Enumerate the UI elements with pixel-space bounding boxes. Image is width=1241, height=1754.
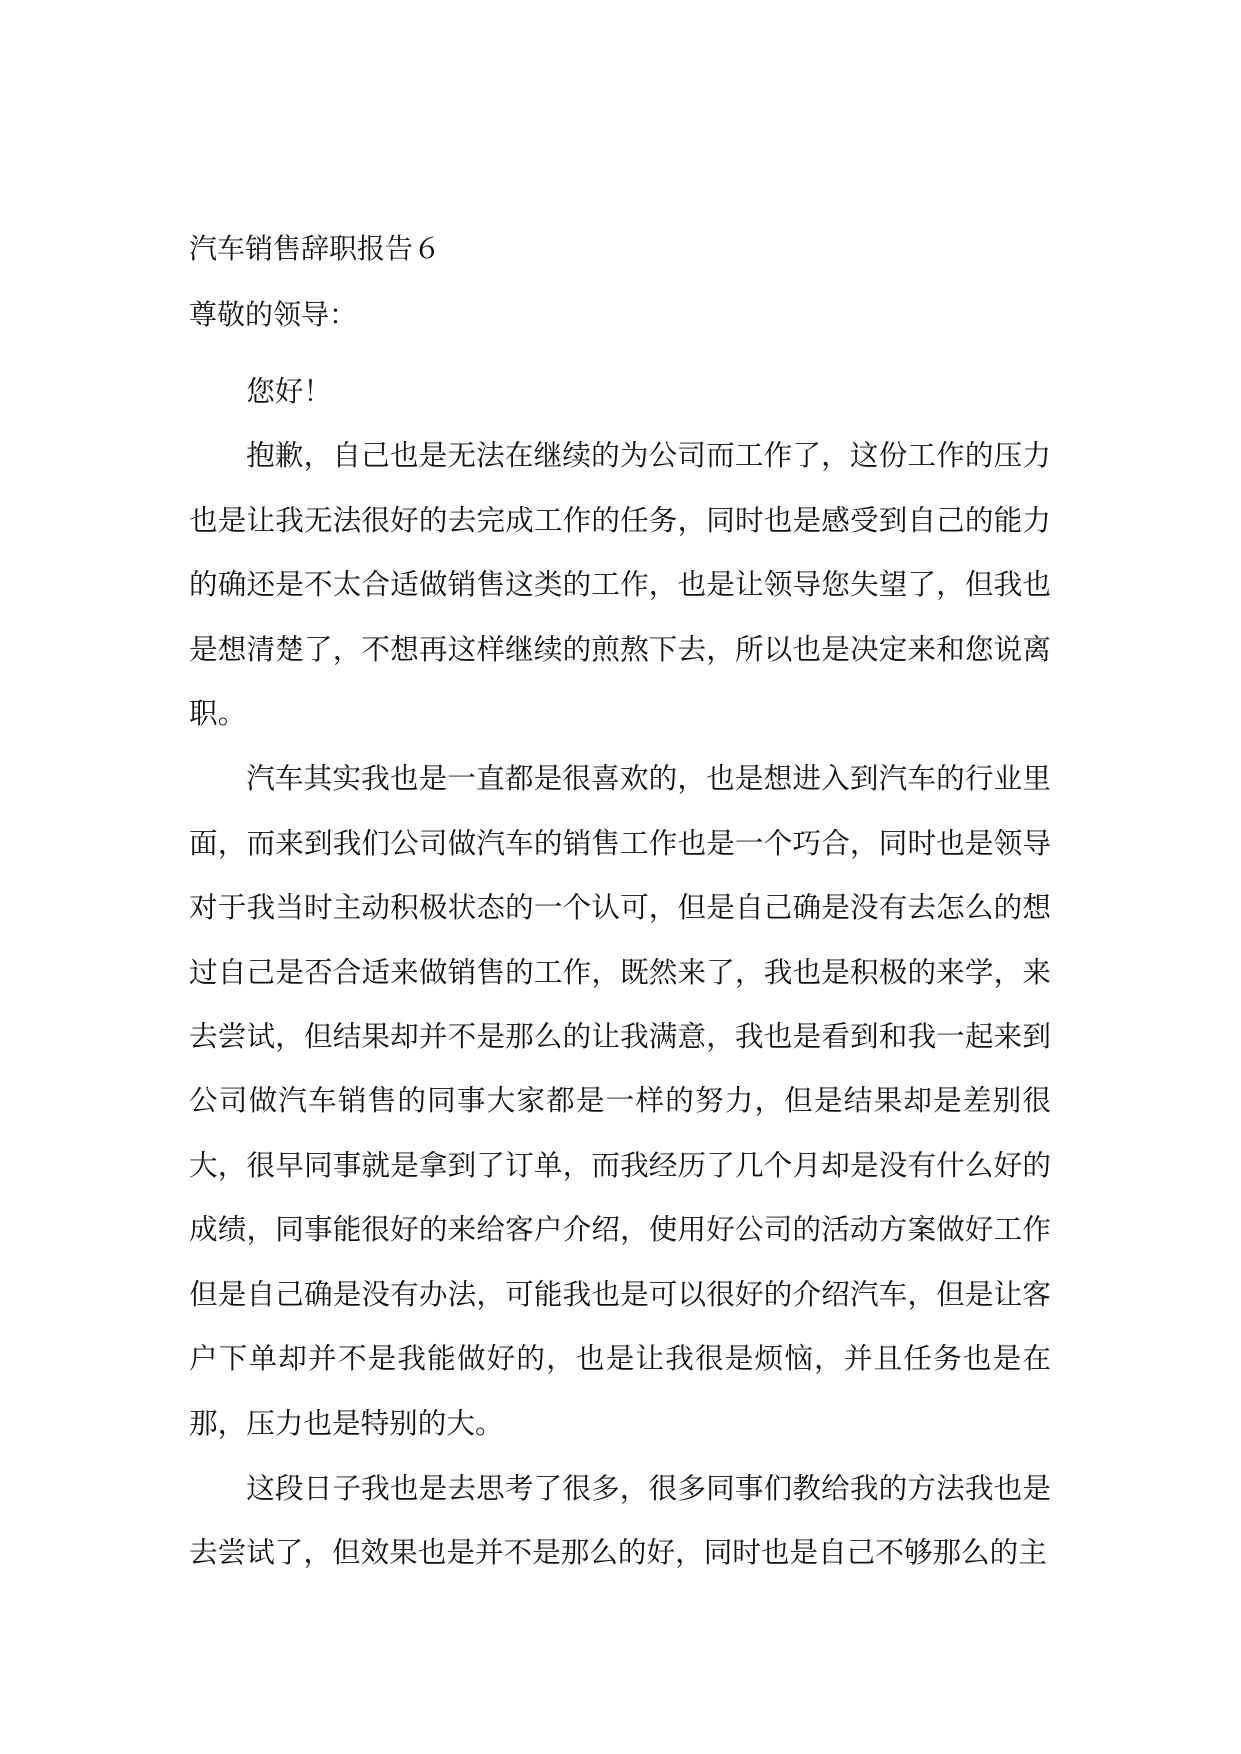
paragraph-1: 抱歉，自己也是无法在继续的为公司而工作了，这份工作的压力也是让我无法很好的去完成工作的任务，同时也是感受到自己的能力的确还是不太合适做销售这类的工作，也是让领导您失望了，但我也是想清楚了，不想再这样继续的煎熬下去，所以也是决定来和您说离职。 bbox=[189, 438, 1051, 731]
paragraph-3: 这段日子我也是去思考了很多，很多同事们教给我的方法我也是去尝试了，但效果也是并不是那么的好，同时也是自己不够那么的主 bbox=[189, 1470, 1051, 1570]
salutation: 尊敬的领导： bbox=[189, 298, 358, 331]
document-title: 汽车销售辞职报告６ bbox=[189, 232, 442, 265]
greeting: 您好！ bbox=[246, 374, 332, 408]
letter-body bbox=[189, 359, 1051, 1586]
paragraph-2: 汽车其实我也是一直都是很喜欢的，也是想进入到汽车的行业里面，而来到我们公司做汽车的销售工作也是一个巧合，同时也是领导对于我当时主动积极状态的一个认可，但是自己确是没有去怎么的想过自己是否合适来做销售的工作，既然来了，我也是积极的来学，来去尝试，但结果却并不是那么的让我满意，我也是看到和我一起来到公司做汽车销售的同事大家都是一样的努力，但是结果却是差别很大，很早同事就是拿到了订单，而我经历了几个月却是没有什么好的成绩，同事能很好的来给客户介绍，使用好公司的活动方案做好工作但是自己确是没有办法，可能我也是可以很好的介绍汽车，但是让客户下单却并不是我能做好的，也是让我很是烦恼，并且任务也是在那，压力也是特别的大。 bbox=[189, 761, 1051, 1440]
